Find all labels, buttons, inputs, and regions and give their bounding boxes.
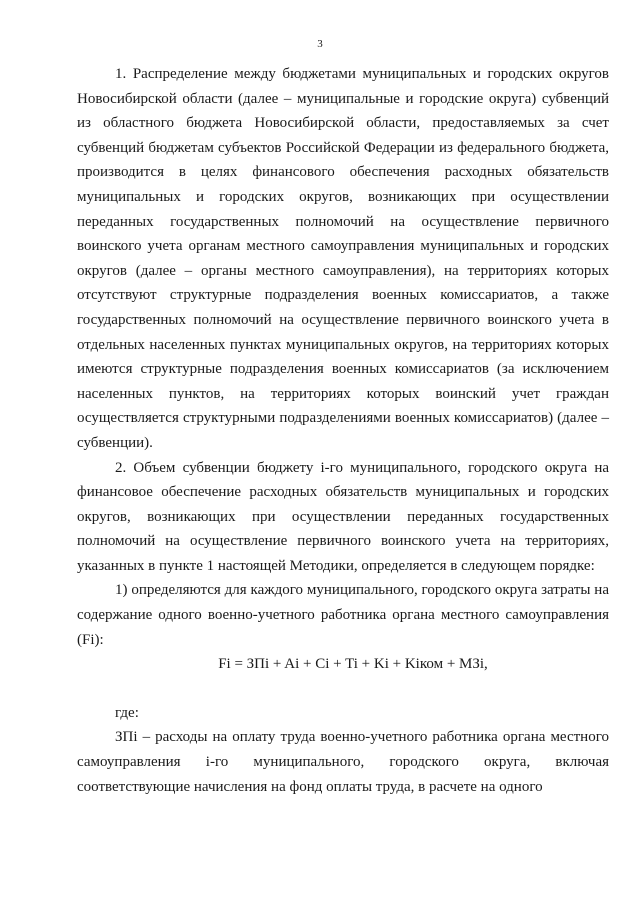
paragraph-4: ЗПi – расходы на оплату труда военно-учетного работника органа местного самоуправления i-го муниципального, городского округа, включая соответствующие начисления на фонд оплаты труда, в расчете на одного — [77, 729, 609, 795]
page-number: 3 — [317, 38, 323, 50]
paragraph-3: 1) определяются для каждого муниципального, городского округа затраты на содержание одного военно-учетного работника органа местного самоуправления (Fi): — [77, 582, 609, 648]
formula: Fi = ЗПi + Ai + Ci + Ti + Ki + Kiком + МЗi, — [218, 656, 488, 673]
where-label: где: — [115, 704, 139, 721]
paragraph-1: 1. Распределение между бюджетами муниципальных и городских округов Новосибирской области (далее – муниципальные и городские округа) субвенций из областного бюджета Новосибирской области, предоставляемых за счет субвенций бюджетам субъектов Российской Федерации из федерального бюджета, производится в целях финансового обеспечения расходных обязательств муниципальных и городских округов, возникающих при осуществлении переданных государственных полномочий на осуществление первичного воинского учета органам местного самоуправления муниципальных и городских округов (далее – органы местного самоуправления), на территориях которых отсутствуют структурные подразделения военных комиссариатов, а также государственных полномочий на осуществление первичного воинского учета в отдельных населенных пунктах муниципальных округов, на территориях которых имеются структурные подразделения военных комиссариатов (за исключением населенных пунктов, на территориях которых воинский учет граждан осуществляется структурными подразделениями военных комиссариатов) (далее – субвенции). — [77, 66, 609, 451]
document-body — [77, 62, 609, 799]
paragraph-2: 2. Объем субвенции бюджету i-го муниципального, городского округа на финансовое обеспечение расходных обязательств муниципальных и городских округов, возникающих при осуществлении переданных государственных полномочий на осуществление первичного воинского учета на территориях, указанных в пункте 1 настоящей Методики, определяется в следующем порядке: — [77, 459, 609, 574]
